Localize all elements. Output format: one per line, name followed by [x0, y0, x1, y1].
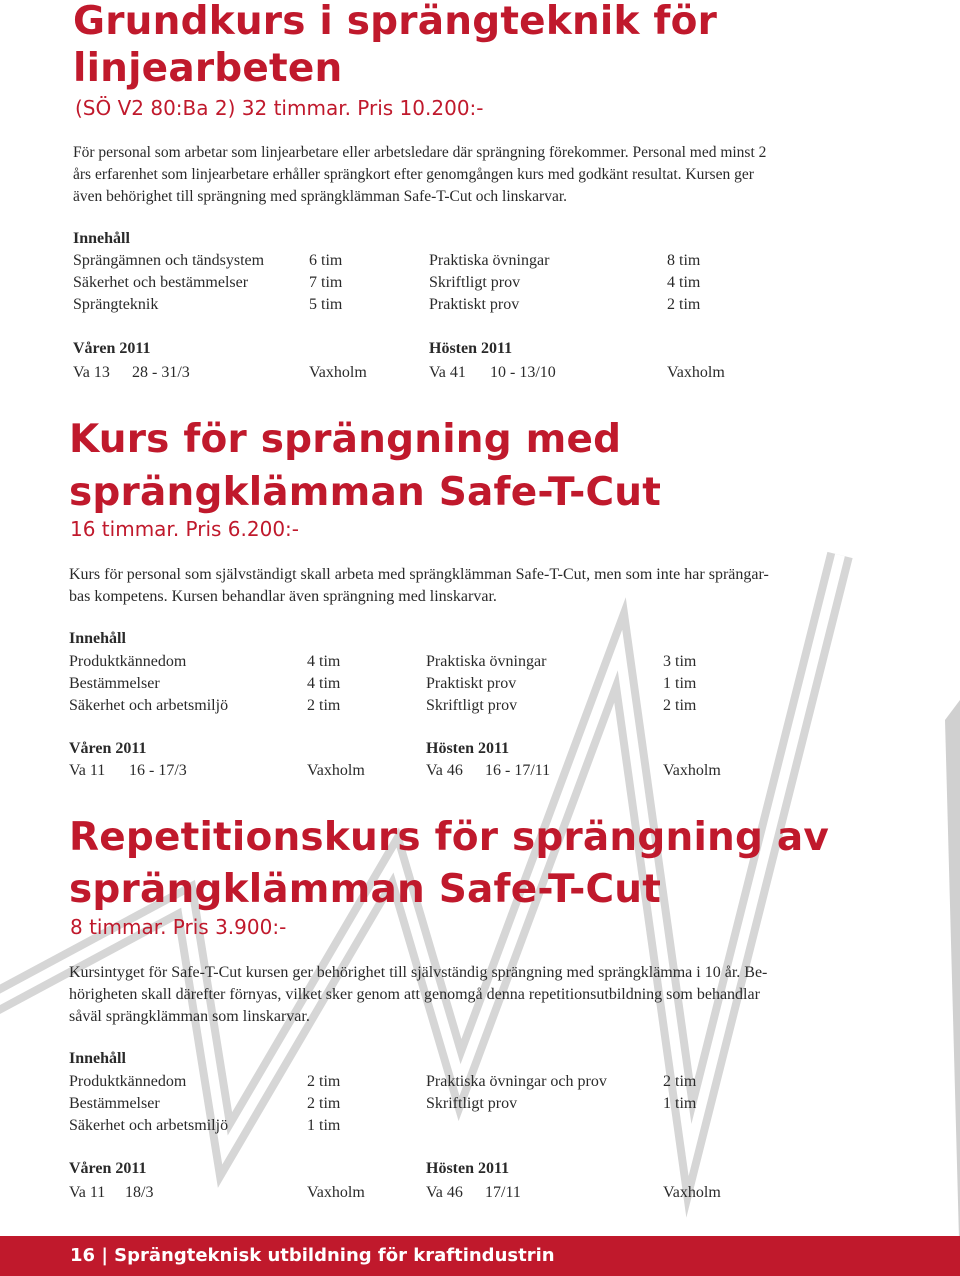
spring-dates: 16 - 17/3 [129, 762, 187, 779]
autumn-dates: 17/11 [485, 1184, 521, 1201]
footer-text: 16 | Sprängteknisk utbildning för kraftindustrin [70, 1245, 555, 1266]
autumn-place: Vaxholm [663, 1184, 721, 1201]
spring-place: Vaxholm [307, 762, 365, 779]
spring-week: Va 13 [73, 364, 110, 381]
spring-heading: Våren 2011 [73, 340, 151, 357]
course-subtitle: (SÖ V2 80:Ba 2) 32 timmar. Pris 10.200:- [75, 96, 484, 120]
hours-a: 2 tim [307, 1095, 341, 1112]
content-heading: Innehåll [69, 630, 126, 647]
content-heading: Innehåll [73, 230, 130, 247]
topic-a: Säkerhet och arbetsmiljö [69, 1117, 229, 1134]
hours-a: 4 tim [307, 675, 341, 692]
hours-a: 2 tim [307, 1073, 341, 1090]
hours-a: 7 tim [309, 274, 343, 291]
spring-heading: Våren 2011 [69, 1160, 147, 1177]
content-heading: Innehåll [69, 1050, 126, 1067]
title-line: Grundkurs i sprängteknik för [73, 0, 717, 44]
page-footer-bar [0, 1236, 960, 1276]
course-title [73, 0, 717, 92]
hours-b: 4 tim [667, 274, 701, 291]
title-line: linjearbeten [73, 46, 343, 91]
topic-b: Praktiskt prov [426, 675, 517, 692]
course-description [69, 564, 849, 608]
hours-b: 8 tim [667, 252, 701, 269]
autumn-dates: 16 - 17/11 [485, 762, 551, 779]
spring-place: Vaxholm [307, 1184, 365, 1201]
description-line: såväl sprängklämman som linskarvar. [69, 1008, 310, 1025]
hours-a: 1 tim [307, 1117, 341, 1134]
autumn-place: Vaxholm [663, 762, 721, 779]
topic-a: Bestämmelser [69, 675, 160, 692]
autumn-heading: Hösten 2011 [429, 340, 513, 357]
title-line: Kurs för sprängning med [69, 417, 622, 462]
description-line: även behörighet till sprängning med sprängklämman Safe-T-Cut och linskarvar. [73, 188, 568, 205]
description-line: För personal som arbetar som linjearbetare eller arbetsledare där sprängning förekommer. Personal med minst 2 [73, 144, 767, 161]
topic-a: Sprängämnen och tändsystem [73, 252, 265, 269]
topic-a: Säkerhet och bestämmelser [73, 274, 249, 291]
hours-b: 2 tim [663, 697, 697, 714]
topic-b: Praktiskt prov [429, 296, 520, 313]
topic-a: Bestämmelser [69, 1095, 160, 1112]
course-subtitle: 8 timmar. Pris 3.900:- [70, 915, 287, 939]
autumn-place: Vaxholm [667, 364, 725, 381]
hours-a: 5 tim [309, 296, 343, 313]
hours-b: 1 tim [663, 1095, 697, 1112]
title-line: sprängklämman Safe-T-Cut [69, 867, 662, 912]
description-line: hörigheten skall därefter förnyas, vilket sker genom att genomgå denna repetitionsutbildning som behandlar [69, 986, 760, 1003]
topic-b: Skriftligt prov [426, 697, 518, 714]
title-line: sprängklämman Safe-T-Cut [69, 470, 662, 515]
topic-b: Praktiska övningar [429, 252, 550, 269]
topic-a: Säkerhet och arbetsmiljö [69, 697, 229, 714]
autumn-dates: 10 - 13/10 [490, 364, 556, 381]
spring-dates: 18/3 [125, 1184, 154, 1201]
topic-b: Praktiska övningar och prov [426, 1073, 607, 1090]
topic-b: Skriftligt prov [429, 274, 521, 291]
hours-a: 2 tim [307, 697, 341, 714]
autumn-week: Va 46 [426, 762, 463, 779]
topic-a: Produktkännedom [69, 1073, 187, 1090]
spring-heading: Våren 2011 [69, 740, 147, 757]
description-line: bas kompetens. Kursen behandlar även sprängning med linskarvar. [69, 588, 497, 605]
autumn-week: Va 46 [426, 1184, 463, 1201]
hours-b: 1 tim [663, 675, 697, 692]
topic-b: Praktiska övningar [426, 653, 547, 670]
description-line: års erfarenhet som linjearbetare erhåller sprängkort efter genomgången kurs med godkänt resultat. Kursen ger [73, 166, 754, 183]
spring-week: Va 11 [69, 1184, 106, 1201]
topic-b: Skriftligt prov [426, 1095, 518, 1112]
hours-a: 6 tim [309, 252, 343, 269]
spring-dates: 28 - 31/3 [132, 364, 190, 381]
autumn-heading: Hösten 2011 [426, 1160, 510, 1177]
course-description [73, 142, 853, 208]
hours-b: 2 tim [667, 296, 701, 313]
title-line: Repetitionskurs för sprängning av [69, 815, 830, 860]
course-subtitle: 16 timmar. Pris 6.200:- [70, 517, 300, 541]
description-line: Kursintyget för Safe-T-Cut kursen ger behörighet till självständig sprängning med sprängklämma i 10 år. Be- [69, 964, 768, 981]
hours-b: 3 tim [663, 653, 697, 670]
autumn-week: Va 41 [429, 364, 466, 381]
course-title [69, 413, 661, 519]
autumn-heading: Hösten 2011 [426, 740, 510, 757]
spring-place: Vaxholm [309, 364, 367, 381]
hours-b: 2 tim [663, 1073, 697, 1090]
hours-a: 4 tim [307, 653, 341, 670]
spring-week: Va 11 [69, 762, 106, 779]
course-title [69, 812, 829, 916]
description-line: Kurs för personal som självständigt skall arbeta med sprängklämman Safe-T-Cut, men som inte har sprängar- [69, 566, 769, 583]
topic-a: Produktkännedom [69, 653, 187, 670]
course-description [69, 962, 849, 1028]
topic-a: Sprängteknik [73, 296, 159, 313]
